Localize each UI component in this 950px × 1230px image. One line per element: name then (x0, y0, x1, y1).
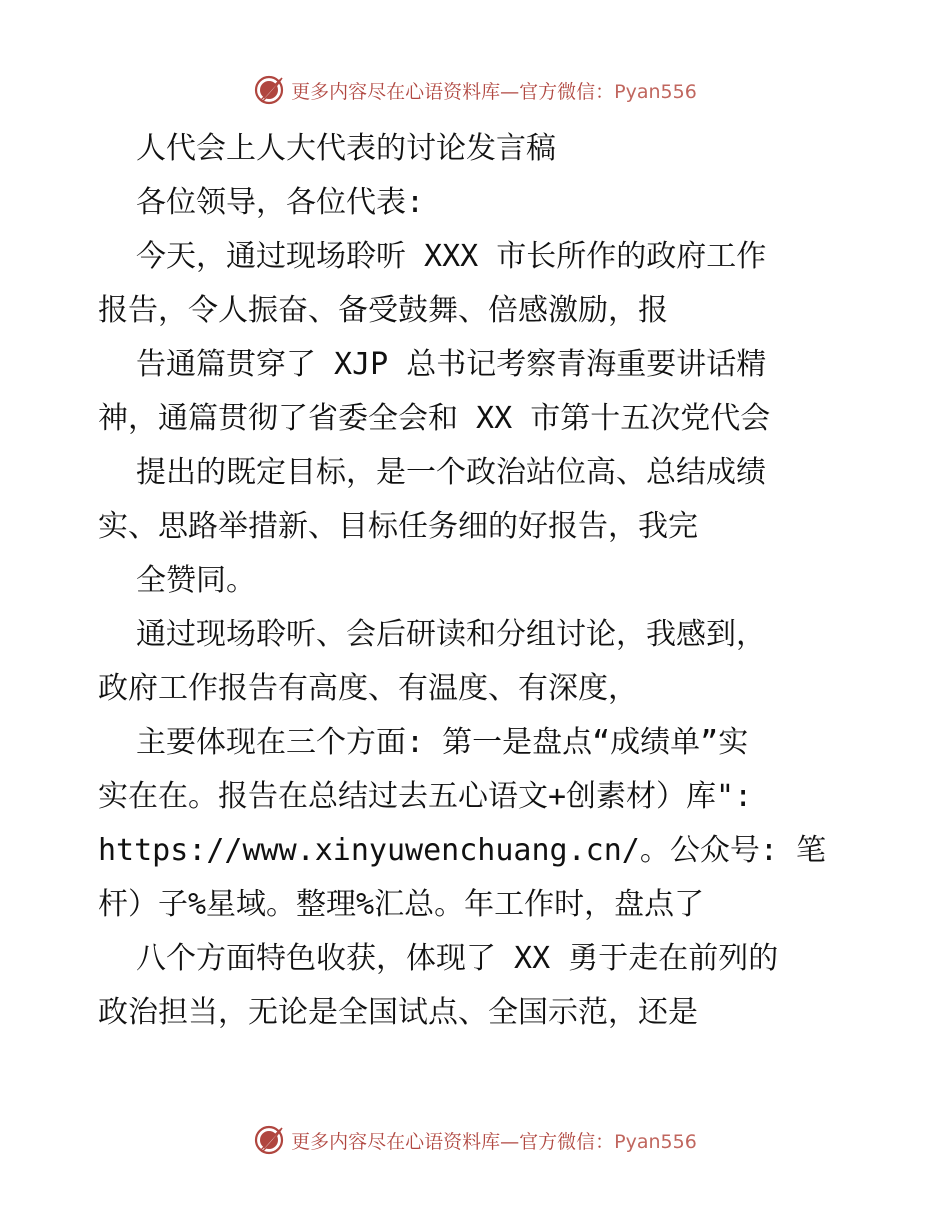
watermark-banner-top (0, 70, 950, 110)
watermark-text-en: Pyan556 (614, 1130, 697, 1153)
watermark-text-en: Pyan556 (614, 80, 697, 103)
document-body (98, 122, 858, 1040)
watermark-text-cn: 更多内容尽在心语资料库—官方微信： (291, 1130, 615, 1153)
doc-line: 主要体现在三个方面: 第一是盘点“成绩单”实 (136, 725, 749, 760)
feather-seal-icon (253, 74, 285, 106)
watermark-banner-bottom (0, 1120, 950, 1160)
doc-title: 人代会上人大代表的讨论发言稿 (136, 131, 556, 166)
watermark-text (291, 77, 697, 104)
watermark-text (291, 1127, 697, 1154)
doc-line: 提出的既定目标，是一个政治站位高、总结成绩 (136, 455, 766, 490)
doc-line-url: https://www.xinyuwenchuang.cn/。公众号: 笔 (98, 833, 826, 868)
doc-line: 神，通篇贯彻了省委全会和 XX 市第十五次党代会 (98, 401, 771, 436)
doc-line: 今天，通过现场聆听 XXX 市长所作的政府工作 (136, 239, 767, 274)
doc-line: 杆）子%星域。整理%汇总。年工作时，盘点了 (98, 887, 705, 922)
doc-line-salutation: 各位领导，各位代表: (136, 185, 425, 220)
doc-line: 报告，令人振奋、备受鼓舞、倍感激励，报 (98, 293, 668, 328)
doc-line: 通过现场聆听、会后研读和分组讨论，我感到， (136, 617, 766, 652)
doc-line: 政治担当，无论是全国试点、全国示范，还是 (98, 995, 698, 1030)
doc-line: 实在在。报告在总结过去五心语文+创素材）库": (98, 779, 753, 814)
watermark-text-cn: 更多内容尽在心语资料库—官方微信： (291, 80, 615, 103)
doc-line: 政府工作报告有高度、有温度、有深度， (98, 671, 638, 706)
doc-line: 实、思路举措新、目标任务细的好报告，我完 (98, 509, 698, 544)
doc-line: 八个方面特色收获，体现了 XX 勇于走在前列的 (136, 941, 779, 976)
feather-seal-icon (253, 1124, 285, 1156)
doc-line: 全赞同。 (136, 563, 256, 598)
doc-line: 告通篇贯穿了 XJP 总书记考察青海重要讲话精 (136, 347, 767, 382)
